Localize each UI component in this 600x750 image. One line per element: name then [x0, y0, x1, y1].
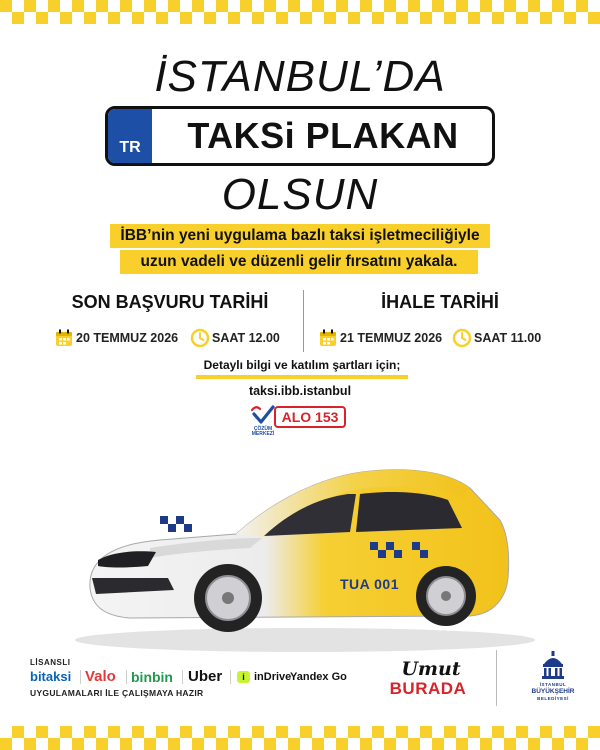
plate-text: TAKSi PLAKAN — [187, 115, 459, 156]
ibb-name-line1: İSTANBUL — [539, 682, 567, 687]
brand-binbin: binbin — [131, 669, 173, 685]
highlight-line2: uzun vadeli ve düzenli gelir fırsatını yakala. — [120, 250, 478, 274]
brand-yandex-go: Yandex Go — [290, 671, 347, 683]
taxi-car-illustration — [0, 448, 600, 658]
alo-153-badge[interactable]: ALO 153 — [274, 406, 346, 428]
ibb-name-line3: BELEDİYESİ — [537, 696, 569, 701]
brand-separator — [126, 670, 127, 684]
application-deadline-title: SON BAŞVURU TARİHİ — [71, 292, 269, 312]
ibb-logo-icon — [538, 650, 568, 680]
checker-border-top — [0, 0, 600, 36]
car-door-plate: TUA 001 — [340, 576, 400, 592]
solution-center-caption: ÇÖZÜM MERKEZİ — [251, 426, 275, 437]
indrive-icon: i — [237, 671, 250, 683]
calendar-icon — [318, 328, 338, 348]
brand-uber: Uber — [188, 668, 223, 685]
tender-date: 21 TEMMUZ 2026 — [340, 331, 443, 345]
ibb-name-line2: BÜYÜKŞEHİR — [531, 688, 575, 695]
headline-line3: OLSUN — [221, 170, 379, 219]
tender-date-title: İHALE TARİHİ — [381, 292, 499, 312]
brand-bitaksi: bitaksi — [30, 669, 72, 684]
brand-separator — [80, 670, 81, 684]
detail-info-text: Detaylı bilgi ve katılım şartları için; — [196, 357, 408, 379]
highlight-line1: İBB’nin yeni uygulama bazlı taksi işletmeciliğiyle — [110, 224, 490, 248]
brand-indrive: inDrive — [254, 671, 292, 683]
slogan-burada: BURADA — [389, 679, 467, 698]
licensed-label: LİSANSLI — [30, 658, 71, 667]
tender-time: SAAT 11.00 — [474, 331, 542, 345]
brand-separator — [230, 670, 231, 684]
application-deadline-date: 20 TEMMUZ 2026 — [76, 331, 179, 345]
clock-icon — [452, 328, 472, 348]
solution-center-logo-icon — [250, 404, 276, 428]
footer-divider — [496, 650, 497, 706]
website-link[interactable]: taksi.ibb.istanbul — [248, 384, 352, 398]
slogan-umut: Umut — [401, 658, 461, 680]
checker-border-bottom — [0, 714, 600, 750]
license-plate — [105, 106, 495, 166]
plate-country-code: TR — [108, 109, 152, 163]
apps-ready-label: UYGULAMALARI İLE ÇALIŞMAYA HAZIR — [30, 688, 204, 698]
calendar-icon — [54, 328, 74, 348]
headline-line1: İSTANBUL’DA — [154, 52, 446, 101]
brand-separator — [182, 670, 183, 684]
column-divider — [303, 290, 304, 352]
application-deadline-time: SAAT 12.00 — [212, 331, 280, 345]
clock-icon — [190, 328, 210, 348]
brand-valo: Valo — [85, 668, 116, 685]
